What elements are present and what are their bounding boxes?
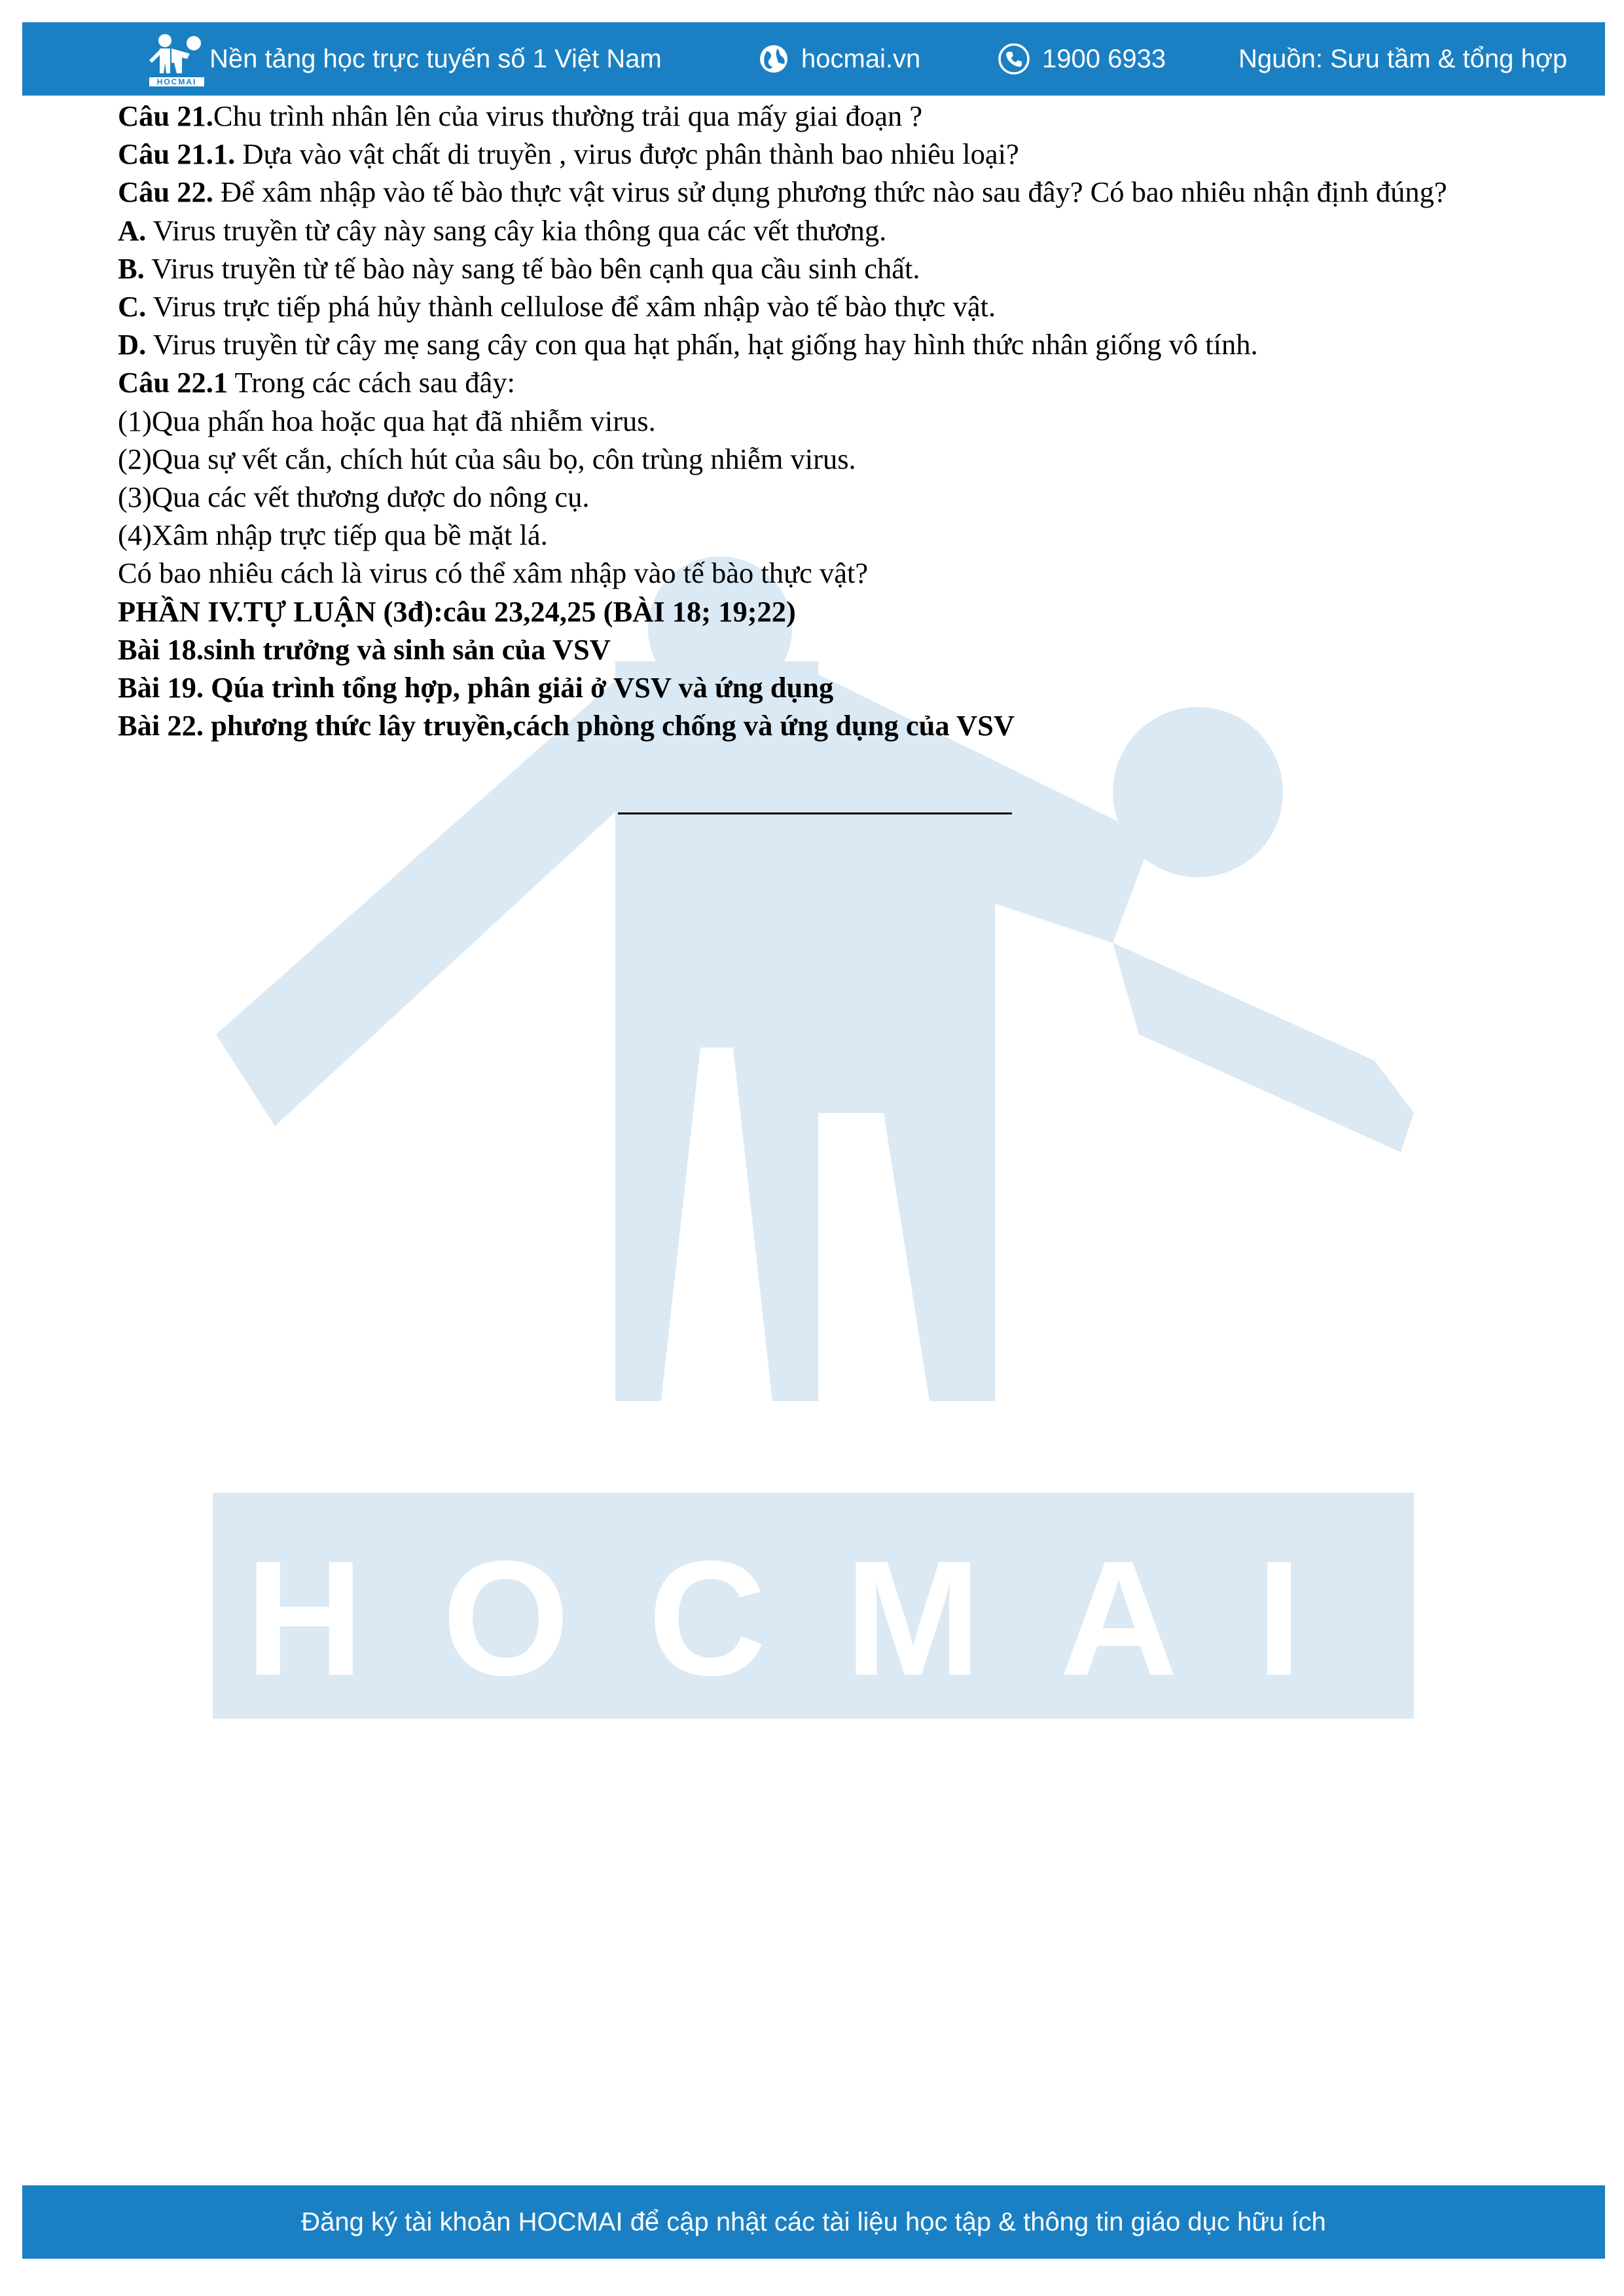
lesson-item-text: Bài 18.sinh trưởng và sinh sản của VSV [118, 632, 611, 666]
header-phone[interactable] [998, 22, 1166, 96]
option-d-text: Virus truyền từ cây mẹ sang cây con qua hạt phấn, hạt giống hay hình thức nhân giống vô tính. [146, 328, 1258, 361]
header-phone-text: 1900 6933 [1042, 44, 1166, 73]
footer-text: Đăng ký tài khoản HOCMAI để cập nhật các tài liệu học tập & thông tin giáo dục hữu ích [301, 2207, 1326, 2236]
option-a-text: Virus truyền từ cây này sang cây kia thông qua các vết thương. [146, 213, 887, 247]
option-a-label: A. [118, 213, 147, 247]
question-21 [118, 97, 1519, 135]
way-item: (2)Qua sự vết cắn, chích hút của sâu bọ, côn trùng nhiễm virus. [118, 442, 856, 475]
globe-icon [758, 43, 789, 75]
option-c-label: C. [118, 290, 147, 323]
option-d [118, 325, 1519, 363]
option-b-text: Virus truyền từ tế bào này sang tế bào bên cạnh qua cầu sinh chất. [144, 251, 920, 285]
header-website-text: hocmai.vn [801, 44, 921, 73]
option-a [118, 211, 1519, 249]
lesson-item [118, 630, 1519, 668]
document-content [118, 97, 1519, 744]
option-b-label: B. [118, 251, 145, 285]
ways-question: Có bao nhiêu cách là virus có thể xâm nhập vào tế bào thực vật? [118, 556, 869, 590]
section-heading [118, 592, 1519, 630]
way-item: (4)Xâm nhập trực tiếp qua bề mặt lá. [118, 519, 548, 552]
lesson-item-text: Bài 19. Qúa trình tổng hợp, phân giải ở VSV và ứng dụng [118, 671, 834, 704]
phone-icon [998, 43, 1030, 75]
lesson-item-text: Bài 22. phương thức lây truyền,cách phòng chống và ứng dụng của VSV [118, 709, 1015, 742]
question-22-1-label: Câu 22.1 [118, 366, 228, 399]
question-21-1-label: Câu 21.1. [118, 137, 236, 171]
logo-text: HOCMAI [156, 77, 197, 86]
question-22-1-text: Trong các cách sau đây: [228, 366, 515, 399]
header-slogan: Nền tảng học trực tuyến số 1 Việt Nam [209, 44, 662, 73]
lesson-item [118, 706, 1519, 744]
way-item: (3)Qua các vết thương dược do nông cụ. [118, 481, 590, 514]
section-heading-text: PHẦN IV.TỰ LUẬN (3đ):câu 23,24,25 (BÀI 18; 19;22) [118, 594, 796, 628]
lesson-item [118, 668, 1519, 706]
question-22 [118, 173, 1519, 211]
option-c-text: Virus trực tiếp phá hủy thành cellulose để xâm nhập vào tế bào thực vật. [146, 290, 996, 323]
watermark-text: HOCMAI [245, 1527, 1380, 1709]
hocmai-logo-icon[interactable] [137, 29, 216, 89]
question-22-label: Câu 22. [118, 175, 213, 209]
option-c [118, 287, 1519, 325]
header-source: Nguồn: Sưu tầm & tổng hợp [1238, 44, 1568, 73]
option-d-label: D. [118, 328, 147, 361]
end-divider [618, 812, 1012, 814]
header-website[interactable] [758, 22, 920, 96]
question-22-text: Để xâm nhập vào tế bào thực vật virus sử dụng phương thức nào sau đây? Có bao nhiêu nhận định đúng? [213, 175, 1447, 209]
option-b [118, 249, 1519, 287]
header-bar [22, 22, 1605, 96]
footer-bar[interactable] [22, 2185, 1605, 2259]
way-item: (1)Qua phấn hoa hoặc qua hạt đã nhiễm virus. [118, 404, 656, 437]
question-22-1 [118, 363, 1519, 401]
question-21-label: Câu 21. [118, 100, 213, 132]
question-21-1-text: Dựa vào vật chất di truyền , virus được phân thành bao nhiêu loại? [235, 137, 1019, 171]
question-21-1 [118, 135, 1519, 173]
question-21-text: Chu trình nhân lên của virus thường trải qua mấy giai đoạn ? [213, 100, 923, 132]
